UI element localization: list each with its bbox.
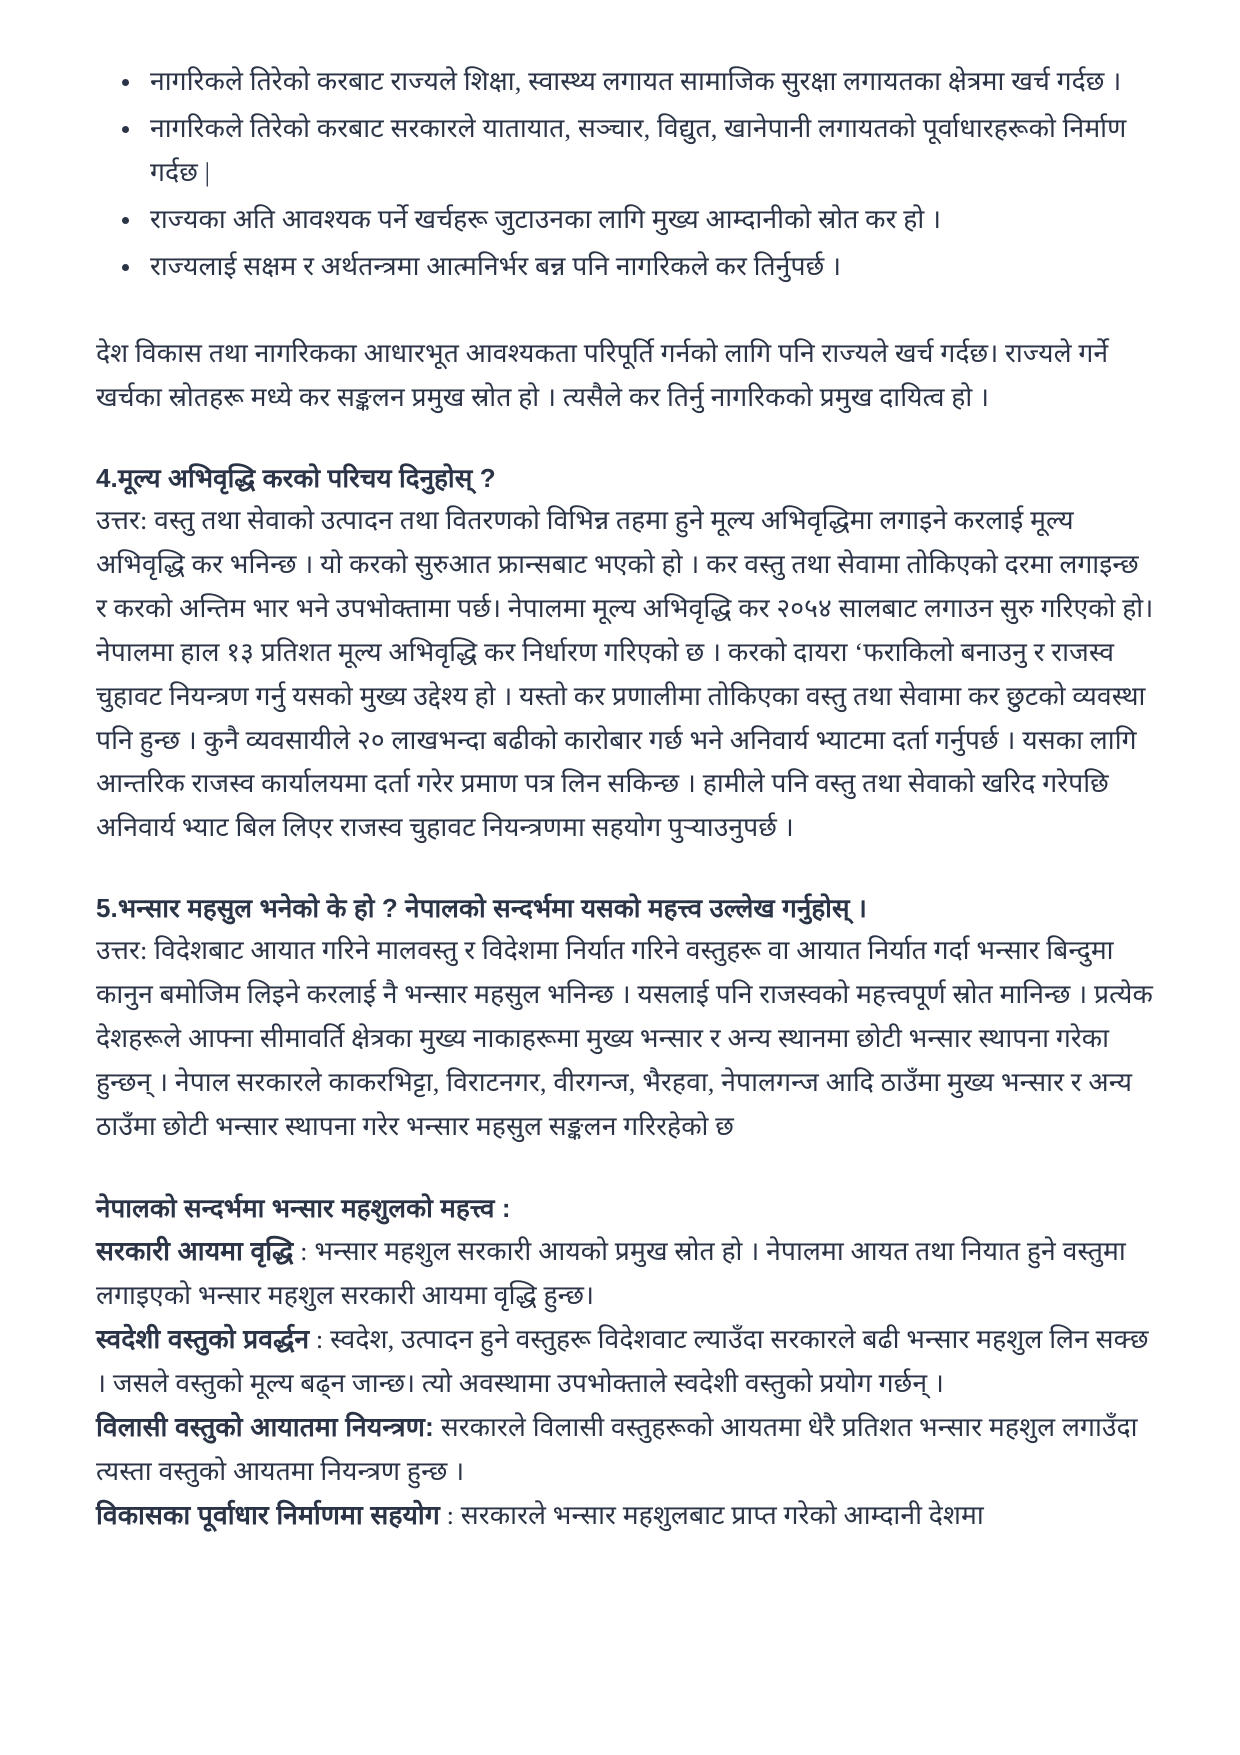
- importance-point-term: विलासी वस्तुको आयातमा नियन्त्रण:: [96, 1412, 434, 1442]
- list-item: [148, 245, 1154, 289]
- document-body: [96, 60, 1154, 1538]
- intro-paragraph: देश विकास तथा नागरिकका आधारभूत आवश्यकता परिपूर्ति गर्नको लागि पनि राज्यले खर्च गर्दछ। राज्यले गर्ने खर्चका स्रोतहरू मध्ये कर सङ्कलन प्रमुख स्रोत हो । त्यसैले कर तिर्नु नागरिकको प्रमुख दायित्व हो ।: [96, 337, 1109, 412]
- importance-point-separator: [434, 1412, 441, 1442]
- importance-point-text: सरकारले भन्सार महशुलबाट प्राप्त गरेको आम्दानी देशमा: [460, 1499, 984, 1530]
- importance-point-term: विकासका पूर्वाधार निर्माणमा सहयोग: [96, 1499, 440, 1530]
- importance-point: [96, 1318, 1154, 1406]
- importance-point-separator: :: [293, 1236, 315, 1267]
- bullet-text: नागरिकले तिरेको करबाट सरकारले यातायात, सञ्चार, विद्युत, खानेपानी लगायतको पूर्वाधारहरूको निर्माण गर्दछ |: [150, 112, 1127, 187]
- importance-point: [96, 1406, 1154, 1494]
- importance-point-text: भन्सार महशुल सरकारी आयको प्रमुख स्रोत हो । नेपालमा आयत तथा नियात हुने वस्तुमा लगाइएको भन्सार महशुल सरकारी आयमा वृद्धि हुन्छ।: [96, 1236, 1126, 1311]
- list-item: [148, 198, 1154, 242]
- list-item: [148, 107, 1154, 195]
- question-4-answer: उत्तर: वस्तु तथा सेवाको उत्पादन तथा वितरणको विभिन्न तहमा हुने मूल्य अभिवृद्धिमा लगाइने करलाई मूल्य अभिवृद्धि कर भनिन्छ । यो करको सुरुआत फ्रान्सबाट भएको हो । कर वस्तु तथा सेवामा तोकिएको दरमा लगाइन्छ र करको अन्तिम भार भने उपभोक्तामा पर्छ। नेपालमा मूल्य अभिवृद्धि कर २०५४ सालबाट लगाउन सुरु गरिएको हो।नेपालमा हाल १३ प्रतिशत मूल्य अभिवृद्धि कर निर्धारण गरिएको छ । करको दायरा ‘फराकिलो बनाउनु र राजस्व चुहावट नियन्त्रण गर्नु यसको मुख्य उद्देश्य हो । यस्तो कर प्रणालीमा तोकिएका वस्तु तथा सेवामा कर छुटको व्यवस्था पनि हुन्छ । कुनै व्यवसायीले २० लाखभन्दा बढीको कारोबार गर्छ भने अनिवार्य भ्याटमा दर्ता गर्नुपर्छ । यसका लागि आन्तरिक राजस्व कार्यालयमा दर्ता गरेर प्रमाण पत्र लिन सकिन्छ । हामीले पनि वस्तु तथा सेवाको खरिद गरेपछि अनिवार्य भ्याट बिल लिएर राजस्व चुहावट नियन्त्रणमा सहयोग पुऱ्याउनुपर्छ ।: [96, 504, 1154, 843]
- question-4-heading: 4.मूल्य अभिवृद्धि करको परिचय दिनुहोस् ?: [96, 462, 496, 493]
- question-5-heading: 5.भन्सार महसुल भनेको के हो ? नेपालको सन्दर्भमा यसको महत्त्व उल्लेख गर्नुहोस् ।: [96, 893, 867, 924]
- importance-point-separator: :: [439, 1499, 461, 1530]
- importance-point-text: सरकारले विलासी वस्तुहरूको आयतमा धेरै प्रतिशत भन्सार महशुल लगाउँदा त्यस्ता वस्तुको आयतमा नियन्त्रण हुन्छ ।: [96, 1412, 1138, 1486]
- question-5-answer: उत्तर: विदेशबाट आयात गरिने मालवस्तु र विदेशमा निर्यात गरिने वस्तुहरू वा आयात निर्यात गर्दा भन्सार बिन्दुमा कानुन बमोजिम लिइने करलाई नै भन्सार महसुल भनिन्छ । यसलाई पनि राजस्वको महत्त्वपूर्ण स्रोत मानिन्छ । प्रत्येक देशहरूले आफ्ना सीमावर्ति क्षेत्रका मुख्य नाकाहरूमा मुख्य भन्सार र अन्य स्थानमा छोटी भन्सार स्थापना गरेका हुन्छन् । नेपाल सरकारले काकरभिट्टा, विराटनगर, वीरगन्ज, भैरहवा, नेपालगन्ज आदि ठाउँमा मुख्य भन्सार र अन्य ठाउँमा छोटी भन्सार स्थापना गरेर भन्सार महसुल सङ्कलन गरिरहेको छ: [96, 935, 1153, 1142]
- bullet-text: राज्यका अति आवश्यक पर्ने खर्चहरू जुटाउनका लागि मुख्य आम्दानीको स्रोत कर हो ।: [150, 203, 942, 234]
- spacer: [96, 850, 1154, 890]
- importance-point: [96, 1494, 1154, 1538]
- importance-section-heading: नेपालको सन्दर्भमा भन्सार महशुलको महत्त्व :: [96, 1193, 511, 1224]
- spacer: [96, 420, 1154, 460]
- spacer: [96, 292, 1154, 332]
- spacer: [96, 1149, 1154, 1189]
- bullet-text: राज्यलाई सक्षम र अर्थतन्त्रमा आत्मनिर्भर बन्न पनि नागरिकले कर तिर्नुपर्छ ।: [150, 250, 842, 281]
- importance-point-text: स्वदेश, उत्पादन हुने वस्तुहरू विदेशवाट ल्याउँदा सरकारले बढी भन्सार महशुल लिन सक्छ । जसले वस्तुको मूल्य बढ्न जान्छ। त्यो अवस्थामा उपभोक्ताले स्वदेशी वस्तुको प्रयोग गर्छन् ।: [96, 1324, 1149, 1399]
- list-item: [148, 60, 1154, 104]
- bullet-text: नागरिकले तिरेको करबाट राज्यले शिक्षा, स्वास्थ्य लगायत सामाजिक सुरक्षा लगायतका क्षेत्रमा खर्च गर्दछ ।: [150, 66, 1122, 96]
- importance-point-separator: :: [309, 1324, 331, 1355]
- tax-purpose-bullet-list: [96, 60, 1154, 289]
- importance-point-term: स्वदेशी वस्तुको प्रवर्द्धन: [96, 1324, 310, 1355]
- importance-point: [96, 1230, 1154, 1318]
- importance-point-term: सरकारी आयमा वृद्धि: [96, 1236, 294, 1267]
